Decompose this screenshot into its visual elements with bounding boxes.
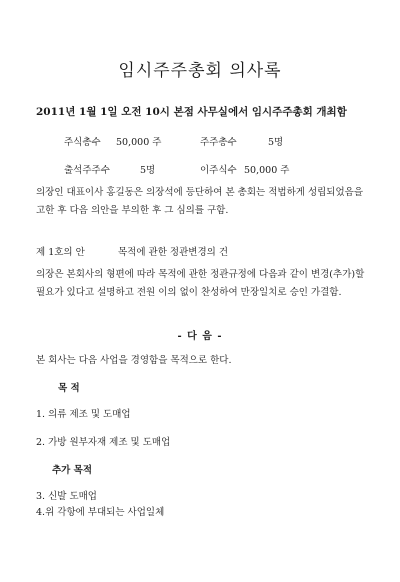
purpose-item: 1. 의류 제조 및 도매업 xyxy=(36,409,131,420)
attending-shares-label: 이주식수 xyxy=(200,165,237,176)
resolution-paragraph: 의장은 본회사의 형편에 따라 목적에 관한 정관규정에 다음과 같이 변경(추가)할 필요가 있다고 설명하고 전원 이의 없이 찬성하여 만장일치로 승인 가결함. xyxy=(36,269,365,298)
purpose-sentence: 본 회사는 다음 사업을 경영함을 목적으로 한다. xyxy=(36,355,232,366)
dagum-heading: - 다 음 - xyxy=(177,331,223,342)
opening-paragraph: 의장인 대표이사 홍길동은 의장석에 등단하여 본 총회는 적법하게 성립되었음을 고한 후 다음 의안을 부의한 후 그 심의를 구함. xyxy=(36,187,364,216)
shareholders-label: 주주총수 xyxy=(200,137,237,148)
attending-value: 5명 xyxy=(140,165,156,176)
meeting-line: 2011년 1월 1일 오전 10시 본점 사무실에서 임시주주총회 개최함 xyxy=(36,106,347,118)
shareholders-value: 5명 xyxy=(268,137,284,148)
attending-shares-value: 50,000 주 xyxy=(244,165,290,176)
total-shares-label: 주식총수 xyxy=(64,137,101,148)
agenda-label: 제 1호의 안 xyxy=(36,247,85,258)
purpose-item: 2. 가방 원부자재 제조 및 도매업 xyxy=(36,437,171,448)
attending-label: 출석주주수 xyxy=(64,165,110,176)
total-shares-value: 50,000 주 xyxy=(116,137,162,148)
purpose-heading: 목 적 xyxy=(58,383,80,394)
added-purpose-item: 4.위 각항에 부대되는 사업일체 xyxy=(36,507,165,518)
added-purpose-heading: 추가 목적 xyxy=(52,465,93,476)
added-purpose-item: 3. 신발 도매업 xyxy=(36,491,97,502)
agenda-title: 목적에 관한 정관변경의 건 xyxy=(118,247,229,258)
page-title: 임시주주총회 의사록 xyxy=(118,61,282,81)
